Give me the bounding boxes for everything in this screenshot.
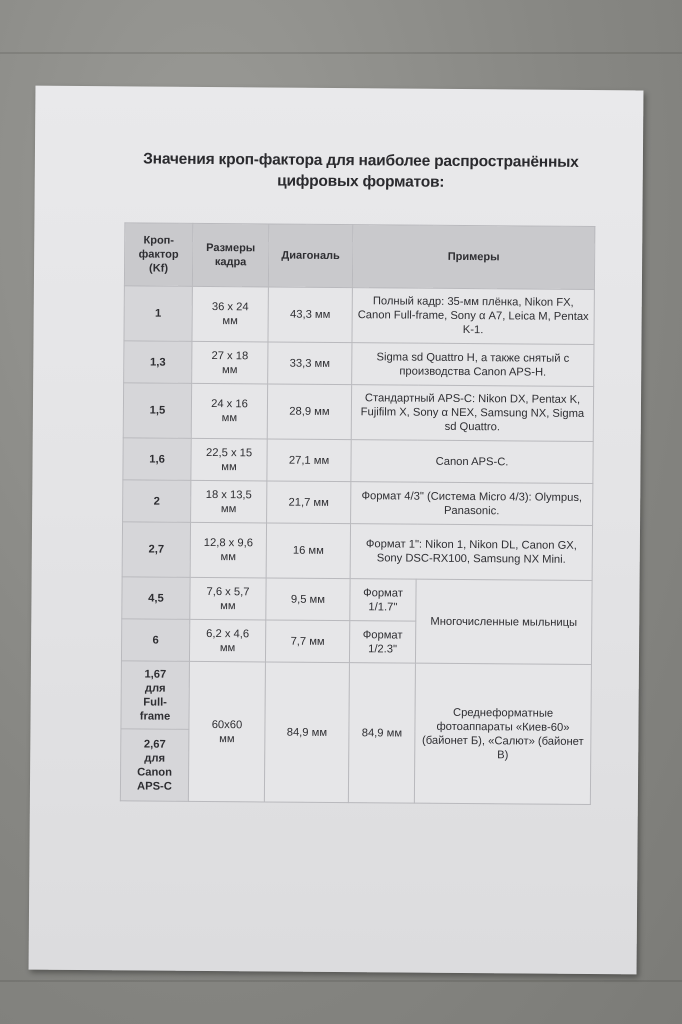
document-title [111,148,611,194]
cell-diagonal: 16 мм [266,523,350,579]
cell-examples: Формат 1": Nikon 1, Nikon DL, Canon GX, Sony DSC-RX100, Samsung NX Mini. [350,524,592,581]
table-row [121,661,592,733]
table-header-row [124,223,594,290]
cell-crop: 2 [123,480,191,523]
cell-examples: Формат 4/3" (Система Micro 4/3): Olympus, Panasonic. [351,482,593,526]
header-crop-factor: Кроп- фактор (Kf) [124,223,192,287]
table-row [123,383,593,442]
cell-crop: 2,7 [122,522,190,578]
cell-diagonal: 43,3 мм [268,287,352,343]
cell-crop: 1,6 [123,438,191,481]
table-row [124,286,594,345]
header-frame-size: Размеры кадра [192,223,268,287]
cell-examples: Sigma sd Quattro H, а также снятый с производства Canon APS-H. [352,343,594,387]
cell-diagonal: 84,9 мм [264,662,349,803]
cell-size: 24 x 16 мм [191,383,267,439]
cell-diagonal: 7,7 мм [265,620,349,663]
cell-crop: 1,67 для Full- frame [121,661,190,730]
cell-compact-cameras: Многочисленные мыльницы [415,579,592,664]
table-row [122,522,592,581]
table-row [123,438,593,484]
cell-format: 84,9 мм [348,663,415,804]
header-diagonal: Диагональ [268,224,352,288]
cell-size: 60x60 мм [188,661,265,802]
cell-size: 18 x 13,5 мм [191,480,267,523]
cell-crop: 6 [121,619,189,662]
header-examples: Примеры [352,225,595,290]
cell-diagonal: 33,3 мм [268,342,352,385]
cell-crop: 4,5 [122,577,190,620]
table-row [124,341,594,387]
cell-diagonal: 28,9 мм [267,384,351,440]
cell-format: Формат 1/1.7" [350,579,416,622]
cell-size: 6,2 x 4,6 мм [189,619,265,662]
cell-crop: 1,3 [124,341,192,384]
cell-diagonal: 9,5 мм [266,578,350,621]
cell-examples: Среднеформатные фотоаппараты «Киев-60» (байонет Б), «Салют» (байонет В) [414,663,591,804]
cell-examples: Canon APS-C. [351,440,593,484]
cell-crop: 1,5 [123,383,191,439]
cell-examples: Полный кадр: 35-мм плёнка, Nikon FX, Canon Full-frame, Sony α A7, Leica M, Pentax K-1. [352,288,594,345]
cell-size: 22,5 x 15 мм [191,438,267,481]
cell-size: 36 x 24 мм [192,286,268,342]
title-line-1: Значения кроп-фактора для наиболее распространённых [143,150,579,171]
cell-format: Формат 1/2.3" [349,621,415,664]
cell-crop: 1 [124,286,192,342]
crop-factor-table [120,222,596,805]
cell-diagonal: 21,7 мм [267,481,351,524]
cell-crop: 2,67 для Canon APS-C [120,729,189,802]
cell-diagonal: 27,1 мм [267,439,351,482]
cell-examples: Стандартный APS-C: Nikon DX, Pentax K, Fujifilm X, Sony α NEX, Samsung NX, Sigma sd Quattro. [351,385,593,442]
title-line-2: цифровых форматов: [277,172,445,191]
cell-size: 12,8 x 9,6 мм [190,522,266,578]
cell-size: 7,6 x 5,7 мм [190,577,266,620]
cell-size: 27 x 18 мм [192,341,268,384]
table-row [123,480,593,526]
paper-sheet [29,86,644,975]
table-row [122,577,592,623]
